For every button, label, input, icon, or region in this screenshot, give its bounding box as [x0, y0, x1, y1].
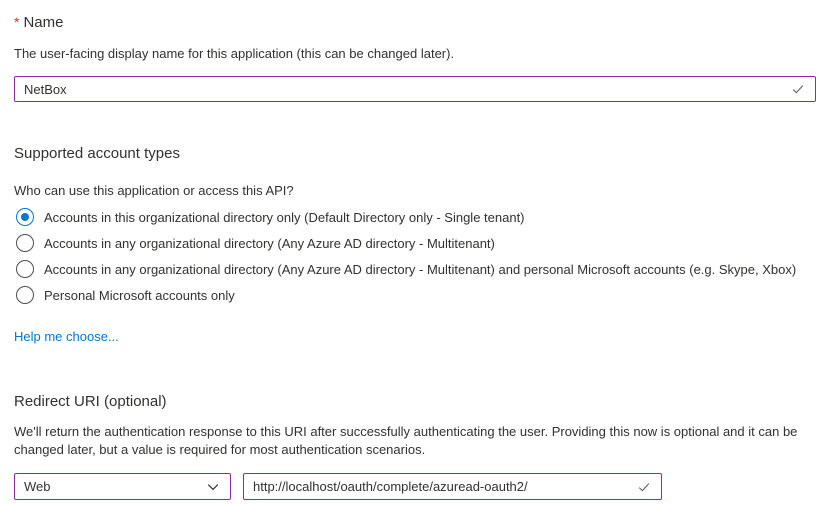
name-input[interactable] [15, 77, 815, 101]
name-input-container [14, 76, 816, 102]
radio-unselected-icon[interactable] [16, 286, 34, 304]
account-type-option[interactable] [14, 230, 816, 256]
name-section-title [14, 12, 816, 33]
validation-checkmark-icon [790, 81, 806, 97]
chevron-down-icon [206, 480, 220, 494]
radio-dot [21, 291, 29, 299]
account-type-label: Accounts in this organizational directory only (Default Directory only - Single tenant) [44, 209, 525, 225]
account-type-option[interactable] [14, 204, 816, 230]
account-type-label: Accounts in any organizational directory (Any Azure AD directory - Multitenant) and personal Microsoft accounts (e.g. Skype, Xbox) [44, 261, 797, 277]
name-label: Name [23, 14, 64, 31]
account-types-title: Supported account types [14, 145, 180, 162]
redirect-uri-input[interactable] [244, 474, 661, 499]
platform-select[interactable] [14, 473, 231, 500]
radio-dot [21, 265, 29, 273]
account-type-option[interactable] [14, 282, 816, 308]
redirect-uri-title: Redirect URI (optional) [14, 393, 167, 410]
account-type-option[interactable] [14, 256, 816, 282]
redirect-uri-input-container [243, 473, 662, 500]
help-me-choose-link[interactable]: Help me choose... [14, 329, 119, 344]
radio-dot [21, 213, 29, 221]
account-type-label: Personal Microsoft accounts only [44, 287, 235, 303]
name-description: The user-facing display name for this application (this can be changed later). [14, 46, 455, 61]
redirect-uri-row [14, 473, 816, 500]
validation-checkmark-icon [636, 479, 652, 495]
account-type-label: Accounts in any organizational directory (Any Azure AD directory - Multitenant) [44, 235, 495, 251]
radio-dot [21, 239, 29, 247]
account-type-options [14, 204, 816, 308]
account-types-question: Who can use this application or access this API? [14, 183, 294, 198]
platform-select-value: Web [24, 479, 51, 494]
required-indicator: * [14, 14, 20, 30]
radio-selected-icon[interactable] [16, 208, 34, 226]
radio-unselected-icon[interactable] [16, 260, 34, 278]
radio-unselected-icon[interactable] [16, 234, 34, 252]
redirect-uri-description: We'll return the authentication response to this URI after successfully authenticating the user. Providing this now is optional and it can be changed later, but a value is required for most authentication scenarios. [14, 424, 798, 457]
